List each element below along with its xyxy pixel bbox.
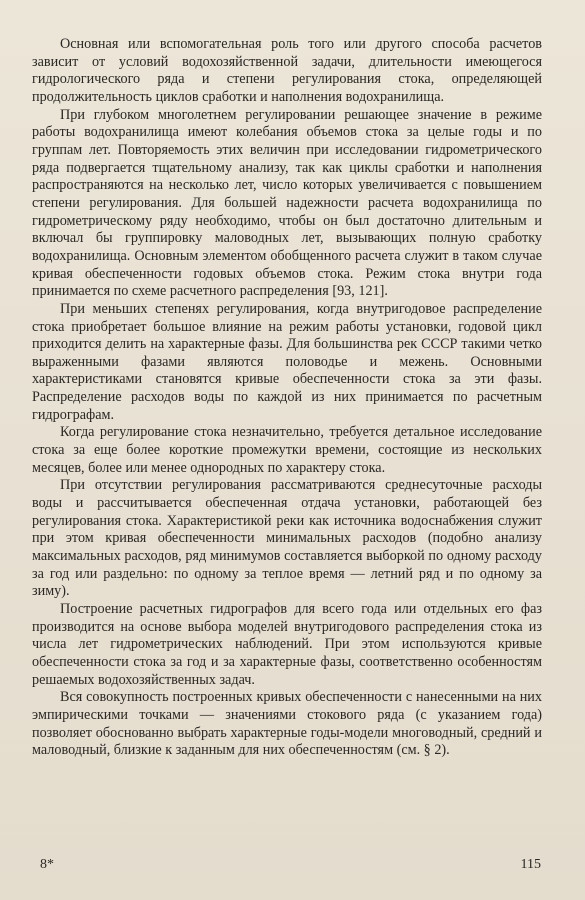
paragraph-1: Основная или вспомогательная роль того или другого способа расчетов зависит от условий водохозяйственной задачи, длительности имеющегося гидрологического ряда и степени регулирования стока, определяющей продолжительность циклов сработки и наполнения водохранилища. [32, 36, 542, 105]
paragraph-5: При отсутствии регулирования рассматриваются среднесуточные расходы воды и рассчитывается обеспеченная отдача установки, работающей без регулирования стока. Характеристикой реки как источника водоснабжения служит при этом кривая обеспеченности минимальных расходов (подобно анализу максимальных расходов, ряд минимумов составляется выборкой по одному расходу за год или раздельно: по одному за теплое время — летний ряд и по одному за зиму). [32, 477, 542, 600]
signature-mark: 8* [40, 857, 54, 872]
paragraph-4: Когда регулирование стока незначительно, требуется детальное исследование стока за еще более короткие промежутки времени, состоящие из нескольких месяцев, более или менее однородных по характеру стока. [32, 424, 542, 476]
paragraph-3: При меньших степенях регулирования, когда внутригодовое распределение стока приобретает большое влияние на режим работы установки, годовой цикл приходится делить на характерные фазы. Для большинства рек СССР такими четко выраженными фазами являются половодье и межень. Основными характеристиками становятся кривые обеспеченности стока за эти фазы. Распределение расходов воды по каждой из них принимается по расчетным гидрографам. [32, 300, 542, 423]
paragraph-2: При глубоком многолетнем регулировании решающее значение в режиме работы водохранилища имеют колебания объемов стока за целые годы и по группам лет. Повторяемость этих величин при исследовании гидрометрического ряда подвергается тщательному анализу, так как циклы сработки и наполнения распространяются на несколько лет, число которых увеличивается с повышением степени регулирования. Для большей надежности расчета водохранилища по гидрометрическому ряду необходимо, чтобы он был достаточно длительным и включал бы группировку маловодных лет, вызывающих полную сработку водохранилища. Основным элементом обобщенного расчета служит в таком случае кривая обеспеченности годовых объемов стока. Режим стока внутри года принимается по схеме расчетного распределения [93, 121]. [32, 106, 542, 300]
paragraph-6: Построение расчетных гидрографов для всего года или отдельных его фаз производится на основе выбора моделей внутригодового распределения стока из числа лет гидрометрических наблюдений. При этом используются кривые обеспеченности стока за год и за характерные фазы, соответственно особенностям решаемых водохозяйственных задач. [32, 601, 542, 688]
body-text [32, 36, 542, 760]
page-number: 115 [520, 857, 541, 872]
paragraph-7: Вся совокупность построенных кривых обеспеченности с нанесенными на них эмпирическими точками — значениями стокового ряда (с указанием года) позволяет обоснованно выбрать характерные годы-модели многоводный, средний и маловодный, близкие к заданным для них обеспеченностям (см. § 2). [32, 689, 542, 759]
